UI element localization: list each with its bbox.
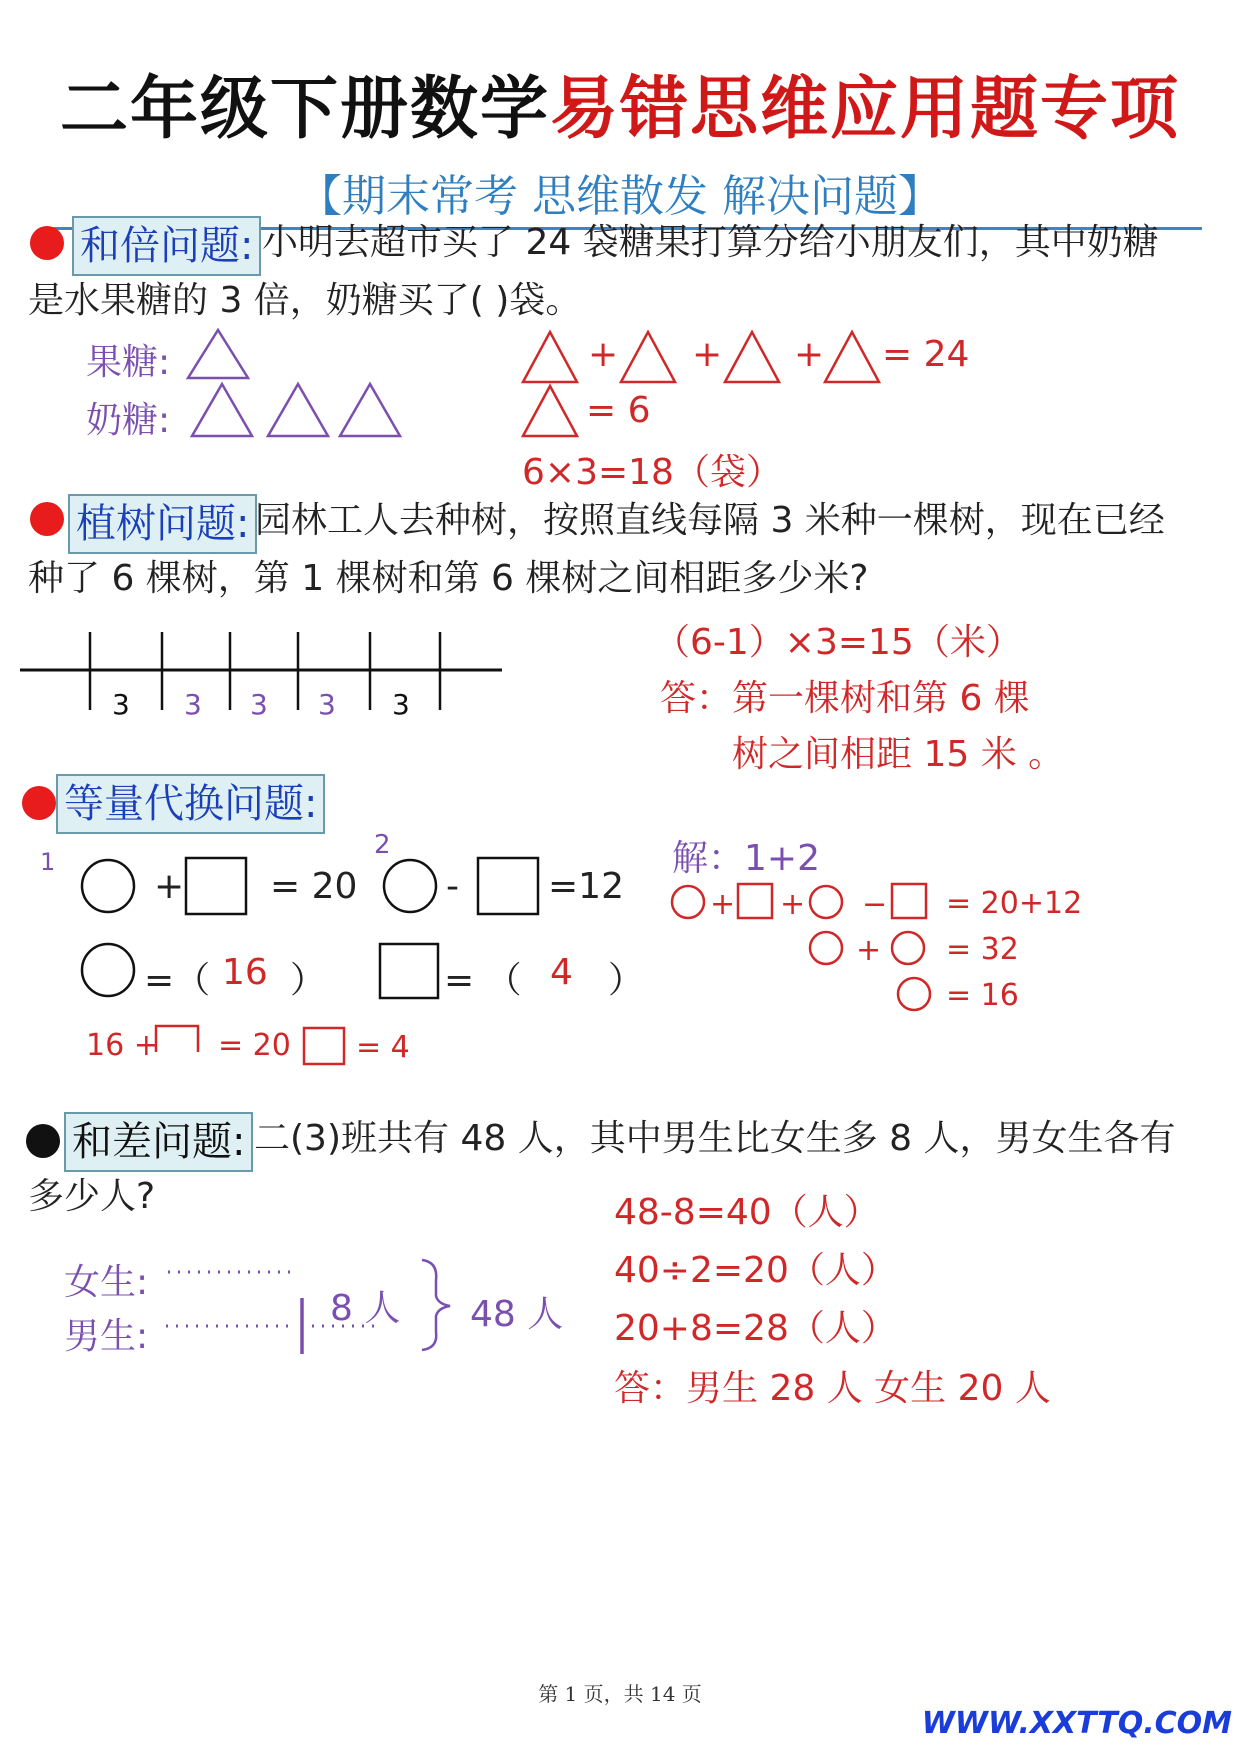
bullet-dot	[22, 786, 56, 820]
triangle-icon	[268, 384, 328, 436]
line-diagram	[160, 1250, 470, 1360]
naitang-label: 奶糖:	[86, 400, 171, 441]
square-icon	[380, 944, 438, 998]
section-label: 和差问题:	[64, 1112, 253, 1172]
solution-rhs: = 20+12	[946, 886, 1083, 921]
bullet-dot	[30, 502, 64, 536]
answer-line: 答：男生 28 人 女生 20 人	[614, 1368, 1051, 1409]
square-icon	[892, 884, 926, 918]
question-text: 小明去超市买了 24 袋糖果打算分给小朋友们，其中奶糖	[262, 222, 1159, 263]
triangle-diagram	[180, 326, 420, 446]
section-label: 植树问题:	[68, 494, 257, 554]
bullet-dot	[30, 226, 64, 260]
triangle-icon	[725, 332, 779, 382]
question-text: 园林工人去种树，按照直线每隔 3 米种一棵树，现在已经	[255, 500, 1165, 541]
triangle-icon	[340, 384, 400, 436]
plus-sign: +	[692, 334, 723, 375]
gap-label: 3	[184, 688, 202, 721]
substitution-result: = 4	[356, 1030, 410, 1065]
nvsheng-label: 女生:	[64, 1262, 149, 1303]
answer-line: 答：第一棵树和第 6 棵	[660, 678, 1030, 719]
triangle-icon	[621, 332, 675, 382]
equation-rhs: = 6	[586, 390, 651, 431]
solution-line: 40÷2=20（人）	[614, 1250, 897, 1291]
answer-line: 树之间相距 15 米 。	[732, 734, 1065, 775]
equation-rhs: = 20	[270, 866, 358, 907]
circle-icon	[898, 978, 930, 1010]
section-label: 和倍问题:	[72, 216, 261, 276]
page-title	[0, 55, 1240, 152]
plus-sign: +	[154, 866, 185, 907]
triangle-icon	[825, 332, 879, 382]
equation-number: 1	[40, 848, 56, 876]
triangle-icon	[523, 386, 577, 436]
triangle-icon	[192, 384, 252, 436]
plus-sign: +	[780, 887, 806, 922]
minus-sign: −	[862, 887, 888, 922]
solution-line: 20+8=28（人）	[614, 1308, 897, 1349]
gap-label: 3	[392, 688, 410, 721]
question-text: 二(3)班共有 48 人，其中男生比女生多 8 人，男女生各有	[254, 1118, 1176, 1159]
solution-shapes	[666, 880, 946, 1040]
question-text: 是水果糖的 3 倍，奶糖买了( )袋。	[28, 280, 582, 321]
equation-rhs: = 24	[882, 334, 970, 375]
plus-sign: +	[588, 334, 619, 375]
question-text: 多少人?	[28, 1176, 156, 1217]
square-answer: 4	[550, 952, 573, 993]
circle-icon	[82, 944, 134, 996]
gap-label: 3	[318, 688, 336, 721]
brace-icon	[422, 1260, 450, 1350]
diff-label: 8 人	[330, 1288, 401, 1329]
circle-icon	[892, 932, 924, 964]
minus-sign: -	[446, 866, 459, 907]
solution-rhs: = 32	[946, 932, 1019, 967]
gap-label: 3	[250, 688, 268, 721]
total-label: 48 人	[470, 1294, 564, 1335]
plus-sign: +	[710, 887, 736, 922]
square-small	[300, 1024, 350, 1068]
solution-line: （6-1）×3=15（米）	[654, 622, 1022, 663]
circle-icon	[82, 860, 134, 912]
square-icon	[738, 884, 772, 918]
triangle-icon	[523, 332, 577, 382]
solution-line: 6×3=18（袋）	[522, 452, 782, 493]
plus-sign: +	[856, 933, 882, 968]
square-icon	[156, 1026, 198, 1052]
solution-line: 48-8=40（人）	[614, 1192, 880, 1233]
circle-answer: 16	[222, 952, 268, 993]
circle-icon	[810, 886, 842, 918]
solution-rhs: = 16	[946, 978, 1019, 1013]
substitution-lhs: 16 +	[86, 1028, 159, 1063]
circle-icon	[384, 860, 436, 912]
page-footer: 第 1 页，共 14 页	[538, 1682, 702, 1706]
circle-icon	[810, 932, 842, 964]
section-label: 等量代换问题:	[56, 774, 325, 834]
equation-number: 2	[374, 830, 391, 860]
guotang-label: 果糖:	[86, 342, 171, 383]
close-paren: ）	[290, 960, 327, 1001]
circle-icon	[672, 886, 704, 918]
solution-header: 解：1+2	[672, 838, 820, 879]
square-icon	[304, 1028, 344, 1064]
equals-paren: =（	[144, 960, 211, 1001]
square-icon	[478, 858, 538, 914]
title-part2: 易错思维应用题专项	[550, 70, 1181, 149]
question-text: 种了 6 棵树，第 1 棵树和第 6 棵树之间相距多少米?	[28, 558, 869, 599]
title-part1: 二年级下册数学	[59, 70, 550, 149]
site-watermark: WWW.XXTTQ.COM	[921, 1706, 1232, 1741]
bullet-dot	[26, 1124, 60, 1158]
square-icon	[186, 858, 246, 914]
substitution-rhs: = 20	[218, 1028, 291, 1063]
nansheng-label: 男生:	[64, 1316, 149, 1357]
equation-rhs: =12	[548, 866, 624, 907]
page-subtitle: 【期末常考 思维散发 解决问题】	[298, 171, 942, 222]
triangle-icon	[188, 330, 248, 378]
gap-label: 3	[112, 688, 130, 721]
close-paren: ）	[608, 960, 645, 1001]
plus-sign: +	[794, 334, 825, 375]
equals-paren: = （	[444, 960, 522, 1001]
